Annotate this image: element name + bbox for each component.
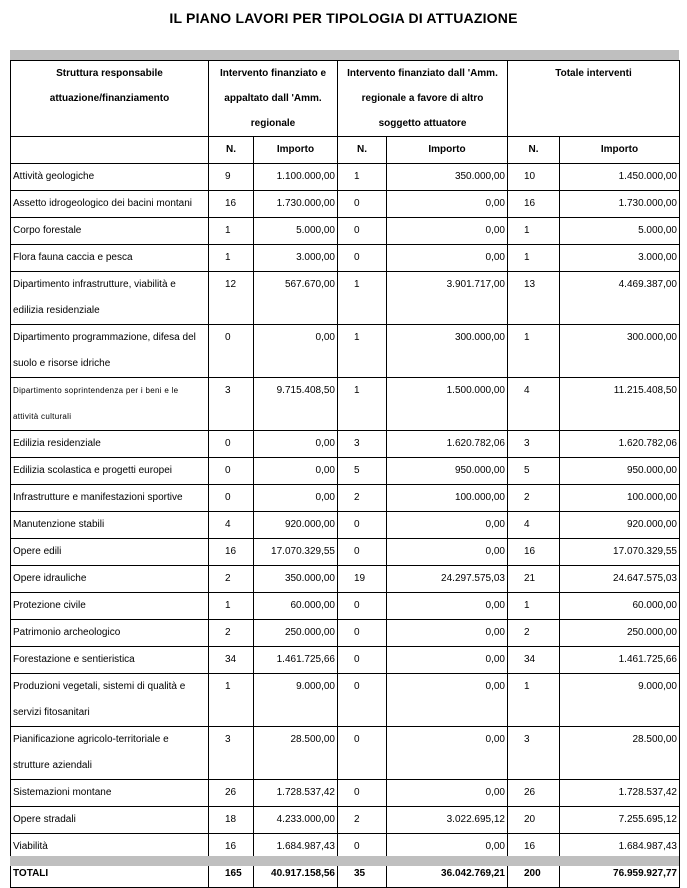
row-importo-totale: 100.000,00 bbox=[560, 485, 680, 512]
table-row bbox=[11, 485, 680, 512]
row-n-altro: 0 bbox=[338, 245, 387, 272]
row-n-totale: 4 bbox=[508, 378, 560, 431]
row-importo-appaltato: 1.461.725,66 bbox=[254, 647, 338, 674]
row-n-totale: 13 bbox=[508, 272, 560, 325]
table-row bbox=[11, 539, 680, 566]
row-name: Edilizia residenziale bbox=[11, 431, 209, 458]
row-n-appaltato: 3 bbox=[209, 727, 254, 780]
table-row bbox=[11, 458, 680, 485]
row-importo-totale: 24.647.575,03 bbox=[560, 566, 680, 593]
row-importo-altro: 300.000,00 bbox=[387, 325, 508, 378]
row-importo-altro: 0,00 bbox=[387, 727, 508, 780]
row-n-appaltato: 3 bbox=[209, 378, 254, 431]
header-altro-soggetto: Intervento finanziato dall 'Amm. regionale a favore di altro soggetto attuatore bbox=[338, 61, 508, 137]
subheader-row bbox=[11, 137, 680, 164]
row-importo-totale: 7.255.695,12 bbox=[560, 807, 680, 834]
row-importo-altro: 3.901.717,00 bbox=[387, 272, 508, 325]
row-n-totale: 3 bbox=[508, 431, 560, 458]
row-importo-altro: 950.000,00 bbox=[387, 458, 508, 485]
row-n-appaltato: 18 bbox=[209, 807, 254, 834]
row-n-altro: 19 bbox=[338, 566, 387, 593]
row-name: Pianificazione agricolo-territoriale e strutture aziendali bbox=[11, 727, 209, 780]
row-n-altro: 0 bbox=[338, 727, 387, 780]
row-n-altro: 0 bbox=[338, 647, 387, 674]
row-importo-totale: 1.450.000,00 bbox=[560, 164, 680, 191]
row-n-totale: 1 bbox=[508, 593, 560, 620]
totals-importo-appaltato: 40.917.158,56 bbox=[254, 861, 338, 888]
row-importo-totale: 1.728.537,42 bbox=[560, 780, 680, 807]
row-importo-altro: 24.297.575,03 bbox=[387, 566, 508, 593]
row-importo-altro: 1.620.782,06 bbox=[387, 431, 508, 458]
row-n-totale: 1 bbox=[508, 674, 560, 727]
header-band bbox=[10, 50, 679, 60]
row-importo-appaltato: 9.000,00 bbox=[254, 674, 338, 727]
row-n-appaltato: 16 bbox=[209, 539, 254, 566]
row-n-appaltato: 0 bbox=[209, 325, 254, 378]
row-name: Patrimonio archeologico bbox=[11, 620, 209, 647]
row-n-altro: 0 bbox=[338, 539, 387, 566]
row-name: Produzioni vegetali, sistemi di qualità e servizi fitosanitari bbox=[11, 674, 209, 727]
table-row bbox=[11, 512, 680, 539]
row-importo-altro: 3.022.695,12 bbox=[387, 807, 508, 834]
row-n-altro: 0 bbox=[338, 191, 387, 218]
table-row bbox=[11, 647, 680, 674]
row-n-appaltato: 1 bbox=[209, 218, 254, 245]
totals-n-altro: 35 bbox=[338, 861, 387, 888]
row-name: Dipartimento soprintendenza per i beni e le attività culturali bbox=[11, 378, 209, 431]
row-name: Dipartimento infrastrutture, viabilità e edilizia residenziale bbox=[11, 272, 209, 325]
totals-importo-altro: 36.042.769,21 bbox=[387, 861, 508, 888]
row-importo-totale: 28.500,00 bbox=[560, 727, 680, 780]
row-n-totale: 21 bbox=[508, 566, 560, 593]
row-importo-totale: 1.684.987,43 bbox=[560, 834, 680, 861]
table-row bbox=[11, 218, 680, 245]
row-importo-altro: 0,00 bbox=[387, 218, 508, 245]
row-importo-appaltato: 28.500,00 bbox=[254, 727, 338, 780]
row-n-appaltato: 16 bbox=[209, 834, 254, 861]
row-importo-appaltato: 1.728.537,42 bbox=[254, 780, 338, 807]
row-importo-appaltato: 0,00 bbox=[254, 458, 338, 485]
row-n-altro: 1 bbox=[338, 378, 387, 431]
row-importo-appaltato: 567.670,00 bbox=[254, 272, 338, 325]
row-name: Attività geologiche bbox=[11, 164, 209, 191]
row-importo-altro: 0,00 bbox=[387, 245, 508, 272]
subheader-importo-1: Importo bbox=[254, 137, 338, 164]
row-n-appaltato: 4 bbox=[209, 512, 254, 539]
row-importo-appaltato: 3.000,00 bbox=[254, 245, 338, 272]
table-row bbox=[11, 620, 680, 647]
page-title: IL PIANO LAVORI PER TIPOLOGIA DI ATTUAZIONE bbox=[169, 10, 518, 26]
row-importo-totale: 9.000,00 bbox=[560, 674, 680, 727]
row-importo-appaltato: 250.000,00 bbox=[254, 620, 338, 647]
row-n-appaltato: 1 bbox=[209, 245, 254, 272]
row-importo-appaltato: 0,00 bbox=[254, 485, 338, 512]
row-n-appaltato: 9 bbox=[209, 164, 254, 191]
row-name: Opere idrauliche bbox=[11, 566, 209, 593]
row-n-appaltato: 1 bbox=[209, 674, 254, 727]
row-name: Dipartimento programmazione, difesa del suolo e risorse idriche bbox=[11, 325, 209, 378]
footer-band bbox=[10, 856, 679, 866]
row-importo-altro: 350.000,00 bbox=[387, 164, 508, 191]
row-name: Infrastrutture e manifestazioni sportive bbox=[11, 485, 209, 512]
table-row bbox=[11, 780, 680, 807]
row-n-appaltato: 0 bbox=[209, 431, 254, 458]
row-n-totale: 26 bbox=[508, 780, 560, 807]
row-n-totale: 2 bbox=[508, 620, 560, 647]
table-row bbox=[11, 593, 680, 620]
row-importo-totale: 17.070.329,55 bbox=[560, 539, 680, 566]
row-n-totale: 10 bbox=[508, 164, 560, 191]
row-n-appaltato: 0 bbox=[209, 458, 254, 485]
row-importo-totale: 250.000,00 bbox=[560, 620, 680, 647]
row-importo-totale: 300.000,00 bbox=[560, 325, 680, 378]
table-row bbox=[11, 566, 680, 593]
table-row bbox=[11, 191, 680, 218]
row-importo-totale: 1.730.000,00 bbox=[560, 191, 680, 218]
row-n-appaltato: 2 bbox=[209, 620, 254, 647]
row-importo-totale: 1.620.782,06 bbox=[560, 431, 680, 458]
row-n-altro: 0 bbox=[338, 674, 387, 727]
row-importo-altro: 0,00 bbox=[387, 647, 508, 674]
row-importo-altro: 0,00 bbox=[387, 620, 508, 647]
row-importo-appaltato: 920.000,00 bbox=[254, 512, 338, 539]
row-n-altro: 3 bbox=[338, 431, 387, 458]
row-n-appaltato: 16 bbox=[209, 191, 254, 218]
table-row bbox=[11, 325, 680, 378]
table-row bbox=[11, 431, 680, 458]
row-importo-appaltato: 0,00 bbox=[254, 431, 338, 458]
row-n-totale: 4 bbox=[508, 512, 560, 539]
row-name: Opere edili bbox=[11, 539, 209, 566]
row-name: Corpo forestale bbox=[11, 218, 209, 245]
table-row bbox=[11, 272, 680, 325]
row-n-altro: 0 bbox=[338, 834, 387, 861]
row-importo-appaltato: 0,00 bbox=[254, 325, 338, 378]
row-importo-totale: 60.000,00 bbox=[560, 593, 680, 620]
table-row bbox=[11, 378, 680, 431]
row-importo-altro: 0,00 bbox=[387, 780, 508, 807]
subheader-importo-3: Importo bbox=[560, 137, 680, 164]
row-n-appaltato: 34 bbox=[209, 647, 254, 674]
row-importo-totale: 5.000,00 bbox=[560, 218, 680, 245]
row-n-totale: 1 bbox=[508, 245, 560, 272]
row-importo-totale: 950.000,00 bbox=[560, 458, 680, 485]
row-n-totale: 16 bbox=[508, 191, 560, 218]
row-name: Edilizia scolastica e progetti europei bbox=[11, 458, 209, 485]
subheader-n-2: N. bbox=[338, 137, 387, 164]
row-importo-appaltato: 1.100.000,00 bbox=[254, 164, 338, 191]
row-name: Opere stradali bbox=[11, 807, 209, 834]
row-n-altro: 0 bbox=[338, 512, 387, 539]
row-n-appaltato: 0 bbox=[209, 485, 254, 512]
row-importo-altro: 100.000,00 bbox=[387, 485, 508, 512]
row-importo-altro: 0,00 bbox=[387, 593, 508, 620]
header-totale: Totale interventi bbox=[508, 61, 680, 137]
row-importo-appaltato: 60.000,00 bbox=[254, 593, 338, 620]
totals-name: TOTALI bbox=[11, 861, 209, 888]
row-n-totale: 20 bbox=[508, 807, 560, 834]
totals-n-totale: 200 bbox=[508, 861, 560, 888]
subheader-importo-2: Importo bbox=[387, 137, 508, 164]
subheader-n-3: N. bbox=[508, 137, 560, 164]
row-n-altro: 1 bbox=[338, 325, 387, 378]
row-importo-appaltato: 17.070.329,55 bbox=[254, 539, 338, 566]
row-importo-totale: 1.461.725,66 bbox=[560, 647, 680, 674]
header-row bbox=[11, 61, 680, 137]
row-importo-appaltato: 1.730.000,00 bbox=[254, 191, 338, 218]
row-importo-appaltato: 9.715.408,50 bbox=[254, 378, 338, 431]
row-n-totale: 3 bbox=[508, 727, 560, 780]
row-importo-totale: 3.000,00 bbox=[560, 245, 680, 272]
header-struttura: Struttura responsabile attuazione/finanziamento bbox=[11, 61, 209, 137]
row-n-totale: 5 bbox=[508, 458, 560, 485]
row-importo-altro: 1.500.000,00 bbox=[387, 378, 508, 431]
row-name: Forestazione e sentieristica bbox=[11, 647, 209, 674]
row-n-appaltato: 1 bbox=[209, 593, 254, 620]
row-name: Manutenzione stabili bbox=[11, 512, 209, 539]
row-n-altro: 0 bbox=[338, 620, 387, 647]
row-importo-totale: 4.469.387,00 bbox=[560, 272, 680, 325]
row-importo-altro: 0,00 bbox=[387, 834, 508, 861]
row-importo-altro: 0,00 bbox=[387, 512, 508, 539]
row-importo-totale: 11.215.408,50 bbox=[560, 378, 680, 431]
header-appaltato: Intervento finanziato e appaltato dall 'Amm. regionale bbox=[209, 61, 338, 137]
row-importo-altro: 0,00 bbox=[387, 539, 508, 566]
subheader-empty bbox=[11, 137, 209, 164]
row-n-totale: 16 bbox=[508, 834, 560, 861]
row-n-altro: 1 bbox=[338, 164, 387, 191]
subheader-n-1: N. bbox=[209, 137, 254, 164]
row-n-totale: 2 bbox=[508, 485, 560, 512]
row-name: Flora fauna caccia e pesca bbox=[11, 245, 209, 272]
row-importo-totale: 920.000,00 bbox=[560, 512, 680, 539]
row-n-altro: 0 bbox=[338, 218, 387, 245]
table-row bbox=[11, 807, 680, 834]
row-importo-altro: 0,00 bbox=[387, 674, 508, 727]
works-table bbox=[10, 60, 680, 888]
totals-importo-totale: 76.959.927,77 bbox=[560, 861, 680, 888]
table-row bbox=[11, 245, 680, 272]
row-n-altro: 2 bbox=[338, 485, 387, 512]
table-row bbox=[11, 164, 680, 191]
row-importo-appaltato: 350.000,00 bbox=[254, 566, 338, 593]
row-n-totale: 1 bbox=[508, 218, 560, 245]
row-n-altro: 2 bbox=[338, 807, 387, 834]
row-n-totale: 16 bbox=[508, 539, 560, 566]
table-row bbox=[11, 674, 680, 727]
row-n-altro: 1 bbox=[338, 272, 387, 325]
row-importo-appaltato: 4.233.000,00 bbox=[254, 807, 338, 834]
row-name: Sistemazioni montane bbox=[11, 780, 209, 807]
row-importo-altro: 0,00 bbox=[387, 191, 508, 218]
row-n-appaltato: 26 bbox=[209, 780, 254, 807]
row-n-altro: 0 bbox=[338, 780, 387, 807]
row-importo-appaltato: 1.684.987,43 bbox=[254, 834, 338, 861]
row-n-altro: 5 bbox=[338, 458, 387, 485]
row-name: Protezione civile bbox=[11, 593, 209, 620]
row-n-appaltato: 2 bbox=[209, 566, 254, 593]
table-row bbox=[11, 727, 680, 780]
row-n-altro: 0 bbox=[338, 593, 387, 620]
totals-n-appaltato: 165 bbox=[209, 861, 254, 888]
row-n-totale: 1 bbox=[508, 325, 560, 378]
row-importo-appaltato: 5.000,00 bbox=[254, 218, 338, 245]
row-n-totale: 34 bbox=[508, 647, 560, 674]
row-n-appaltato: 12 bbox=[209, 272, 254, 325]
row-name: Assetto idrogeologico dei bacini montani bbox=[11, 191, 209, 218]
row-name: Viabilità bbox=[11, 834, 209, 861]
